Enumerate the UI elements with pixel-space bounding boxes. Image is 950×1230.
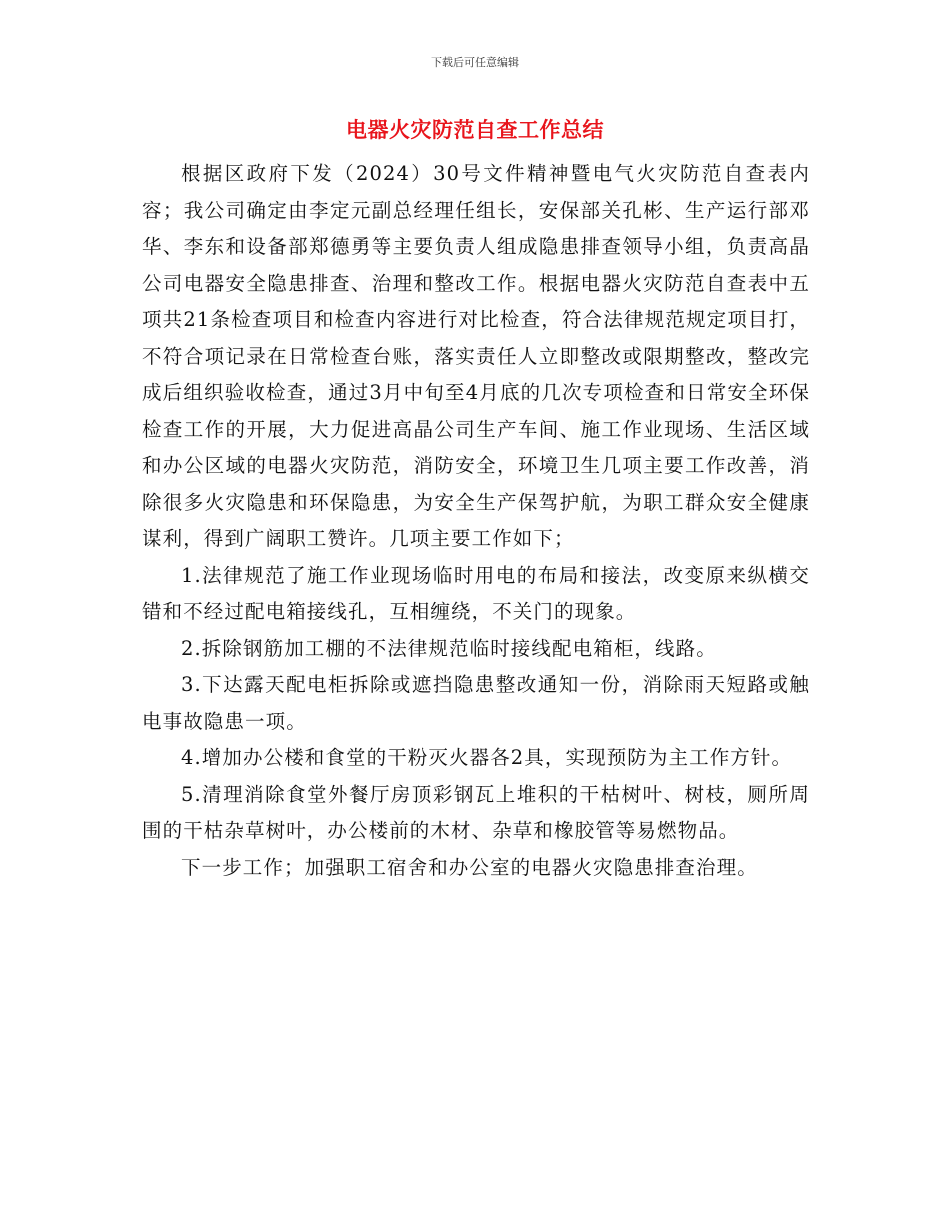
paragraph-item-5: 5.清理消除食堂外餐厅房顶彩钢瓦上堆积的干枯树叶、树枝，厕所周围的干枯杂草树叶，办公楼前的木材、杂草和橡胶管等易燃物品。 [142, 782, 810, 842]
paragraph-intro: 根据区政府下发（2024）30号文件精神暨电气火灾防范自查表内容；我公司确定由李定元副总经理任组长，安保部关孔彬、生产运行部邓华、李东和设备部郑德勇等主要负责人组成隐患排查领导小组，负责高晶公司电器安全隐患排查、治理和整改工作。根据电器火灾防范自查表中五项共21条检查项目和检查内容进行对比检查，符合法律规范规定项目打，不符合项记录在日常检查台账，落实责任人立即整改或限期整改，整改完成后组织验收检查，通过3月中旬至4月底的几次专项检查和日常安全环保检查工作的开展，大力促进高晶公司生产车间、施工作业现场、生活区域和办公区域的电器火灾防范，消防安全，环境卫生几项主要工作改善，消除很多火灾隐患和环保隐患，为安全生产保驾护航，为职工群众安全健康谋利，得到广阔职工赞许。几项主要工作如下； [142, 162, 810, 550]
header-note: 下载后可任意编辑 [431, 56, 519, 69]
paragraph-item-1: 1.法律规范了施工作业现场临时用电的布局和接法，改变原来纵横交错和不经过配电箱接线孔，互相缠绕，不关门的现象。 [142, 563, 810, 623]
paragraph-item-2: 2.拆除钢筋加工棚的不法律规范临时接线配电箱柜，线路。 [181, 636, 717, 660]
paragraph-next-steps: 下一步工作；加强职工宿舍和办公室的电器火灾隐患排查治理。 [181, 855, 758, 879]
paragraph-item-3: 3.下达露天配电柜拆除或遮挡隐患整改通知一份，消除雨天短路或触电事故隐患一项。 [142, 673, 810, 733]
document-body [142, 156, 810, 886]
document-title: 电器火灾防范自查工作总结 [346, 118, 604, 142]
paragraph-item-4: 4.增加办公楼和食堂的干粉灭火器各2具，实现预防为主工作方针。 [181, 746, 793, 769]
